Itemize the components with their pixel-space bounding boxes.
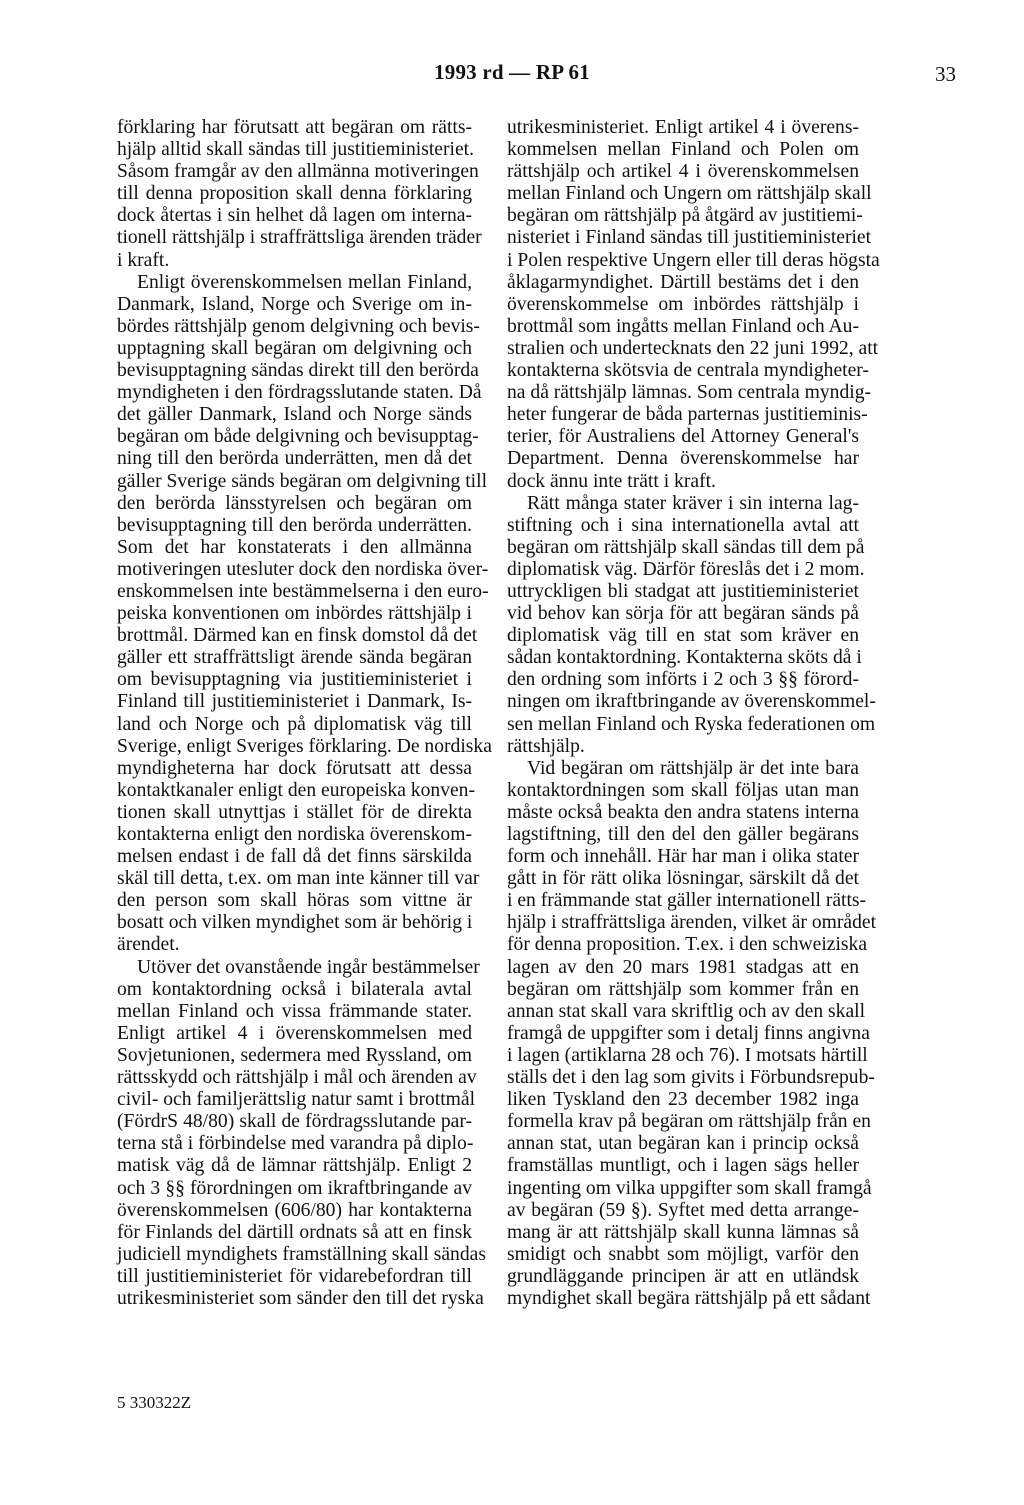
text-line: mellan Finland och Ungern om rättshjälp skall xyxy=(507,183,872,205)
text-line: om kontaktordning också i bilaterala avtal xyxy=(117,978,472,1000)
text-line: den berörda länsstyrelsen och begäran om xyxy=(117,492,472,514)
text-line: ställs det i den lag som givits i Förbundsrepub- xyxy=(507,1067,875,1089)
text-line: måste också beakta den andra statens interna xyxy=(507,801,859,823)
print-code: 5 330322Z xyxy=(117,1393,192,1412)
text-line: kommelsen mellan Finland och Polen om xyxy=(507,139,859,161)
text-line: Department. Denna överenskommelse har xyxy=(507,448,859,470)
text-line: till justitieministeriet för vidarebefordran till xyxy=(117,1265,472,1287)
text-line: för Finlands del därtill ordnats så att en finsk xyxy=(117,1221,472,1243)
text-line: förklaring har förutsatt att begäran om rätts- xyxy=(117,117,472,138)
text-line: na då rättshjälp lämnas. Som centrala myndig- xyxy=(507,382,872,404)
text-line: ärendet. xyxy=(117,934,180,956)
text-line: Såsom framgår av den allmänna motiveringen xyxy=(117,161,479,183)
text-line: myndigheterna har dock förutsatt att dessa xyxy=(117,757,472,779)
text-line: i lagen (artiklarna 28 och 76). I motsats härtill xyxy=(507,1044,868,1066)
text-line: till denna proposition skall denna förklaring xyxy=(117,183,472,205)
text-line: motiveringen utesluter dock den nordiska över- xyxy=(117,558,489,580)
text-line: myndigheten i den fördragsslutande staten. Då xyxy=(117,382,482,404)
text-line: rättshjälp. xyxy=(507,735,585,757)
text-line: civil- och familjerättslig natur samt i brottmål xyxy=(117,1089,476,1111)
text-line: den person som skall höras som vittne är xyxy=(117,890,472,912)
text-line: sen mellan Finland och Ryska federationen om xyxy=(507,713,876,735)
text-line: tionen skall utnyttjas i stället för de direkta xyxy=(117,801,472,823)
text-line: framgå de uppgifter som i detalj finns angivna xyxy=(507,1022,870,1044)
text-line: terier, för Australiens del Attorney General's xyxy=(507,426,859,448)
text-line: Danmark, Island, Norge och Sverige om in- xyxy=(117,293,472,315)
text-line: uttryckligen bli stadgat att justitieministeriet xyxy=(507,580,859,602)
text-line: melsen endast i de fall då det finns särskilda xyxy=(117,846,472,868)
text-line: Utöver det ovanstående ingår bestämmelser xyxy=(137,956,480,978)
text-line: ningen om ikraftbringande av överenskommel- xyxy=(507,691,876,713)
text-line: överenskommelse om inbördes rättshjälp i xyxy=(507,293,859,315)
text-line: judiciell myndighets framställning skall sändas xyxy=(117,1243,486,1265)
running-head: 1993 rd — RP 61 xyxy=(434,60,590,84)
text-line: det gäller Danmark, Island och Norge sänds xyxy=(117,404,472,426)
text-line: matisk väg då de lämnar rättshjälp. Enligt 2 xyxy=(117,1155,472,1177)
text-line: heter fungerar de båda parternas justitieminis- xyxy=(507,404,868,426)
text-line: ingenting om vilka uppgifter som skall framgå xyxy=(507,1177,872,1199)
text-line: Enligt artikel 4 i överenskommelsen med xyxy=(117,1022,472,1044)
text-line: peiska konventionen om inbördes rättshjälp i xyxy=(117,603,472,625)
text-line: begäran om både delgivning och bevisupptag- xyxy=(117,426,479,448)
text-line: för denna proposition. T.ex. i den schweiziska xyxy=(507,934,868,956)
text-line: Sovjetunionen, sedermera med Ryssland, om xyxy=(117,1044,472,1066)
text-line: dock återtas i sin helhet då lagen om interna- xyxy=(117,205,472,227)
text-line: stiftning och i sina internationella avtal att xyxy=(507,514,859,536)
text-line: Sverige, enligt Sveriges förklaring. De nordiska xyxy=(117,735,492,757)
text-line: upptagning skall begäran om delgivning och xyxy=(117,337,472,359)
text-line: (FördrS 48/80) skall de fördragsslutande par- xyxy=(117,1111,472,1133)
text-line: lagstiftning, till den del den gäller begärans xyxy=(507,824,859,845)
text-line: annan stat, utan begäran kan i princip också xyxy=(507,1133,859,1155)
text-line: mang är att rättshjälp skall kunna lämnas så xyxy=(507,1221,859,1243)
text-line: lagen av den 20 mars 1981 stadgas att en xyxy=(507,956,859,978)
text-line: nisteriet i Finland sändas till justitieministeriet xyxy=(507,227,872,249)
text-line: kontaktordningen som skall följas utan man xyxy=(507,779,859,801)
left-column xyxy=(117,117,492,1310)
text-line: bevisupptagning sändas direkt till den berörda xyxy=(117,360,479,382)
text-line: begäran om rättshjälp på åtgärd av justitiemi- xyxy=(507,205,863,227)
text-line: i en främmande stat gäller internationell rätts- xyxy=(507,890,867,912)
text-line: bevisupptagning till den berörda underrätten. xyxy=(117,514,472,536)
text-line: vid behov kan sörja för att begäran sänds på xyxy=(507,603,859,625)
text-line: formella krav på begäran om rättshjälp från en xyxy=(507,1111,871,1133)
text-line: tionell rättshjälp i straffrättsliga ärenden träder xyxy=(117,227,482,249)
text-line: enskommelsen inte bestämmelserna i den euro- xyxy=(117,580,489,602)
text-line: grundläggande principen är att en utländsk xyxy=(507,1265,859,1287)
text-line: sådan kontaktordning. Kontakterna sköts då i xyxy=(507,647,862,669)
text-line: gått in för rätt olika lösningar, särskilt då det xyxy=(507,868,859,890)
text-line: gäller ett straffrättsligt ärende sända begäran xyxy=(117,647,472,669)
text-line: bördes rättshjälp genom delgivning och bevis- xyxy=(117,315,480,337)
text-line: gäller Sverige sänds begäran om delgivning till xyxy=(117,470,488,492)
text-line: i kraft. xyxy=(117,249,170,271)
text-line: Enligt överenskommelsen mellan Finland, xyxy=(137,271,472,293)
text-line: av begäran (59 §). Syftet med detta arrange- xyxy=(507,1199,859,1221)
text-line: smidigt och snabbt som möjligt, varför den xyxy=(507,1243,859,1265)
text-line: mellan Finland och vissa främmande stater. xyxy=(117,1000,472,1022)
text-line: Vid begäran om rättshjälp är det inte bara xyxy=(527,757,859,779)
text-line: hjälp alltid skall sändas till justitieministeriet. xyxy=(117,139,474,161)
text-line: dock ännu inte trätt i kraft. xyxy=(507,470,716,492)
text-line: rättsskydd och rättshjälp i mål och ärenden av xyxy=(117,1067,477,1089)
text-line: kontaktkanaler enligt den europeiska konven- xyxy=(117,779,476,801)
text-line: överenskommelsen (606/80) har kontakterna xyxy=(117,1199,472,1221)
text-line: begäran om rättshjälp som kommer från en xyxy=(507,978,859,1000)
text-line: utrikesministeriet som sänder den till det ryska xyxy=(117,1287,484,1309)
text-line: Rätt många stater kräver i sin interna lag- xyxy=(527,492,859,514)
text-line: brottmål som ingåtts mellan Finland och Au- xyxy=(507,315,859,337)
text-line: åklagarmyndighet. Därtill bestäms det i den xyxy=(507,271,859,293)
text-line: ning till den berörda underrätten, men då det xyxy=(117,448,472,470)
text-line: myndighet skall begära rättshjälp på ett sådant xyxy=(507,1287,871,1309)
text-line: kontakterna enligt den nordiska överenskom- xyxy=(117,824,472,845)
text-line: Som det har konstaterats i den allmänna xyxy=(117,536,472,558)
text-line: land och Norge och på diplomatisk väg till xyxy=(117,713,472,735)
text-line: stralien och undertecknats den 22 juni 1992, att xyxy=(507,337,879,359)
text-line: bosatt och vilken myndighet som är behörig i xyxy=(117,912,473,934)
text-line: hjälp i straffrättsliga ärenden, vilket är området xyxy=(507,912,877,934)
text-line: i Polen respektive Ungern eller till deras högsta xyxy=(507,249,880,271)
text-line: diplomatisk väg. Därför föreslås det i 2 mom. xyxy=(507,558,865,580)
text-line: den ordning som införts i 2 och 3 §§ förord- xyxy=(507,669,859,691)
text-line: rättshjälp och artikel 4 i överenskommelsen xyxy=(507,161,859,183)
text-line: diplomatisk väg till en stat som kräver en xyxy=(507,625,859,647)
text-line: Finland till justitieministeriet i Danmark, Is- xyxy=(117,691,472,713)
text-line: utrikesministeriet. Enligt artikel 4 i överens- xyxy=(507,117,859,138)
text-line: form och innehåll. Här har man i olika stater xyxy=(507,846,859,868)
text-line: och 3 §§ förordningen om ikraftbringande av xyxy=(117,1177,472,1199)
page-number: 33 xyxy=(935,62,956,86)
text-line: begäran om rättshjälp skall sändas till dem på xyxy=(507,536,865,558)
text-line: brottmål. Därmed kan en finsk domstol då det xyxy=(117,625,478,647)
text-line: terna stå i förbindelse med varandra på diplo- xyxy=(117,1133,474,1155)
right-column xyxy=(507,117,880,1310)
text-line: annan stat skall vara skriftlig och av den skall xyxy=(507,1000,866,1022)
text-line: skäl till detta, t.ex. om man inte känner till var xyxy=(117,868,480,890)
text-line: framställas muntligt, och i lagen sägs heller xyxy=(507,1155,859,1177)
text-line: liken Tyskland den 23 december 1982 inga xyxy=(507,1089,859,1111)
text-line: kontakterna skötsvia de centrala myndigheter- xyxy=(507,360,869,382)
text-line: om bevisupptagning via justitieministeriet i xyxy=(117,669,472,691)
